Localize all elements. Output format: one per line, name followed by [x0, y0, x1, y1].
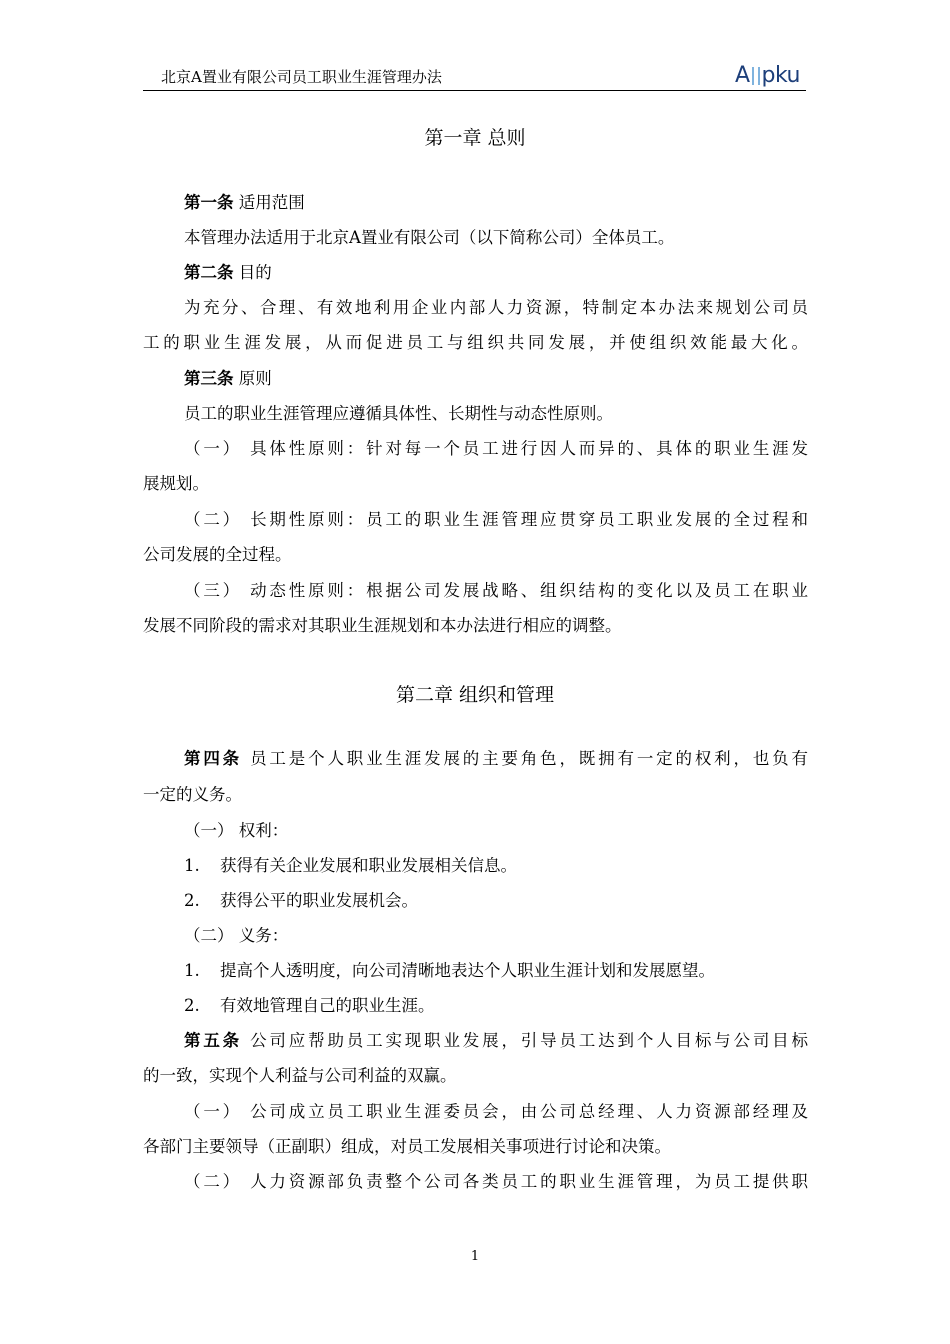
rights-heading: （一） 权利：	[184, 821, 289, 840]
paragraph-line: 工的职业生涯发展，从而促进员工与组织共同发展，并使组织效能最大化。	[143, 333, 808, 352]
article-label: 第五条	[184, 1031, 243, 1050]
article-label: 第四条	[184, 749, 243, 768]
paragraph-line: （一） 公司成立员工职业生涯委员会，由公司总经理、人力资源部经理及	[184, 1102, 808, 1121]
paragraph-line: （二） 人力资源部负责整个公司各类员工的职业生涯管理，为员工提供职	[184, 1172, 808, 1191]
article-5-text	[184, 1027, 808, 1051]
article-title: 适用范围	[233, 193, 305, 212]
duties-heading: （二） 义务：	[184, 926, 289, 945]
list-item	[184, 887, 808, 911]
article-title: 原则	[233, 369, 272, 388]
list-number: 1.	[184, 961, 200, 980]
article-label: 第三条	[184, 369, 234, 388]
logo-mark-icon	[758, 67, 760, 85]
chapter-1-title: 第一章 总则	[424, 127, 526, 149]
list-text: 获得公平的职业发展机会。	[220, 891, 418, 910]
list-number: 2.	[184, 996, 200, 1015]
logo-text-b: pku	[761, 63, 800, 88]
article-3-heading	[184, 365, 808, 389]
article-label: 第一条	[184, 193, 234, 212]
article-title: 目的	[233, 263, 272, 282]
list-text: 提高个人透明度，向公司清晰地表达个人职业生涯计划和发展愿望。	[220, 961, 715, 980]
paragraph-line: 公司发展的全过程。	[143, 545, 292, 564]
paragraph-line: 展规划。	[143, 474, 209, 493]
article-4-text	[184, 745, 808, 769]
list-item	[184, 957, 808, 981]
paragraph-line: 一定的义务。	[143, 785, 242, 804]
paragraph-line: （一） 具体性原则：针对每一个员工进行因人而异的、具体的职业生涯发	[184, 439, 808, 458]
paragraph-line: 为充分、合理、有效地利用企业内部人力资源，特制定本办法来规划公司员	[184, 298, 808, 317]
chapter-2-title: 第二章 组织和管理	[395, 684, 555, 706]
paragraph-line: （三） 动态性原则：根据公司发展战略、组织结构的变化以及员工在职业	[184, 581, 808, 600]
page-number: 1	[470, 1249, 480, 1264]
list-number: 2.	[184, 891, 200, 910]
list-number: 1.	[184, 856, 200, 875]
paragraph-line: 发展不同阶段的需求对其职业生涯规划和本办法进行相应的调整。	[143, 616, 622, 635]
paragraph-text: 员工是个人职业生涯发展的主要角色，既拥有一定的权利，也负有	[242, 749, 809, 768]
paragraph-line: （二） 长期性原则：员工的职业生涯管理应贯穿员工职业发展的全过程和	[184, 510, 808, 529]
paragraph-line: 员工的职业生涯管理应遵循具体性、长期性与动态性原则。	[184, 404, 613, 423]
company-logo	[735, 62, 800, 88]
paragraph-text: 公司应帮助员工实现职业发展，引导员工达到个人目标与公司目标	[242, 1031, 809, 1050]
article-label: 第二条	[184, 263, 234, 282]
logo-text-a: A	[734, 63, 750, 88]
list-item	[184, 992, 808, 1016]
list-text: 有效地管理自己的职业生涯。	[220, 996, 435, 1015]
article-2-heading	[184, 259, 808, 283]
page-header	[143, 62, 806, 91]
list-item	[184, 852, 808, 876]
article-1-text: 本管理办法适用于北京A置业有限公司（以下简称公司）全体员工。	[184, 228, 675, 247]
list-text: 获得有关企业发展和职业发展相关信息。	[220, 856, 517, 875]
logo-mark-icon	[752, 67, 754, 85]
paragraph-line: 的一致，实现个人利益与公司利益的双赢。	[143, 1066, 457, 1085]
paragraph-line: 各部门主要领导（正副职）组成，对员工发展相关事项进行讨论和决策。	[143, 1137, 671, 1156]
article-1-heading	[184, 189, 808, 213]
header-title: 北京A置业有限公司员工职业生涯管理办法	[161, 68, 442, 86]
